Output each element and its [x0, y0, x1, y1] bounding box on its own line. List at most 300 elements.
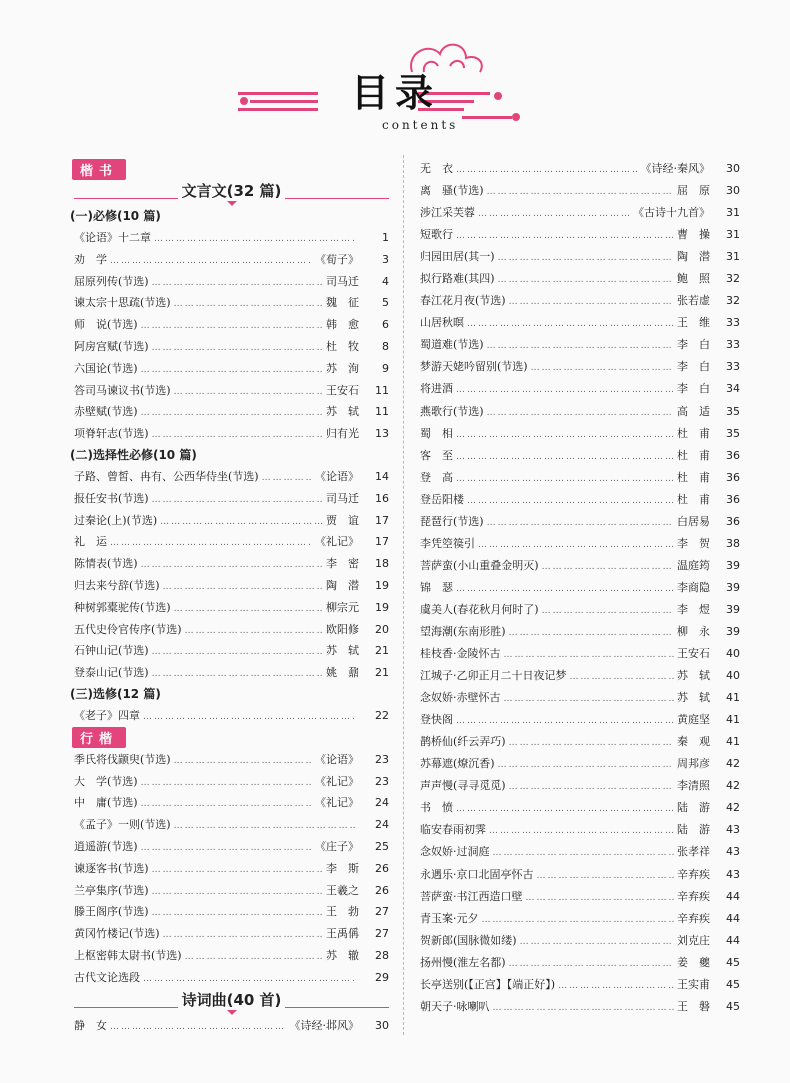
- entry-title: 登快阁: [420, 713, 453, 727]
- leader-dots: [467, 313, 674, 335]
- leader-dots: [504, 688, 675, 710]
- entry-title: 《孟子》一则(节选): [74, 818, 171, 832]
- leader-dots: [456, 578, 674, 600]
- entry-page-number: 42: [726, 757, 740, 771]
- toc-entry[interactable]: [420, 378, 740, 400]
- toc-entry[interactable]: [420, 555, 740, 577]
- toc-entry[interactable]: [74, 662, 389, 684]
- entry-author: 贾 谊: [326, 513, 359, 527]
- toc-entry[interactable]: [420, 841, 740, 863]
- entry-page-number: 4: [382, 274, 389, 288]
- toc-entry[interactable]: [74, 705, 389, 727]
- entry-page-number: 23: [375, 774, 389, 788]
- entry-title: 书 愤: [420, 801, 453, 815]
- entry-title: 石钟山记(节选): [74, 644, 149, 658]
- entry-author: 苏 轼: [326, 644, 359, 658]
- entry-title: 大 学(节选): [74, 774, 138, 788]
- entry-page-number: 14: [375, 469, 389, 483]
- page-title: 目录: [350, 71, 439, 115]
- toc-entry[interactable]: [74, 923, 389, 945]
- entry-author: 柳 永: [677, 624, 710, 638]
- entry-title: 谏太宗十思疏(节选): [74, 296, 171, 310]
- toc-entry[interactable]: [74, 858, 389, 880]
- leader-dots: [141, 360, 323, 382]
- entry-author: 司马迁: [326, 491, 359, 505]
- toc-entry[interactable]: [74, 292, 389, 314]
- entry-author: 张若虚: [677, 294, 710, 308]
- leader-dots: [141, 555, 323, 577]
- entry-title: 琵琶行(节选): [420, 514, 484, 528]
- entry-title: 短歌行: [420, 228, 453, 242]
- entry-author: 王 勃: [326, 905, 359, 919]
- leader-dots: [174, 599, 323, 621]
- entry-title: 滕王阁序(节选): [74, 905, 149, 919]
- entry-title: 虞美人(春花秋月何时了): [420, 602, 539, 616]
- toc-entry[interactable]: [74, 792, 389, 814]
- entry-title: 菩萨蛮(小山重叠金明灭): [420, 558, 539, 572]
- entry-page-number: 27: [375, 927, 389, 941]
- toc-entry[interactable]: [74, 314, 389, 336]
- entry-title: 李凭箜篌引: [420, 536, 475, 550]
- toc-entry[interactable]: [420, 974, 740, 996]
- entry-author: 陶 潜: [326, 578, 359, 592]
- column-divider: [403, 155, 404, 1035]
- entry-title: 劝 学: [74, 252, 107, 266]
- leader-dots: [456, 424, 674, 446]
- leader-dots: [487, 512, 674, 534]
- entry-author: 陶 潜: [677, 250, 710, 264]
- leader-dots: [542, 600, 674, 622]
- toc-entry[interactable]: [420, 952, 740, 974]
- toc-entry[interactable]: [74, 836, 389, 858]
- section-shici: [74, 989, 389, 1015]
- entry-title: 归园田居(其一): [420, 250, 495, 264]
- entry-title: 涉江采芙蓉: [420, 206, 475, 220]
- entry-page-number: 42: [726, 779, 740, 793]
- entry-title: 客 至: [420, 448, 453, 462]
- toc-entry[interactable]: [74, 749, 389, 771]
- entry-title: 长亭送别(【正宫】【端正好】): [420, 977, 556, 991]
- leader-dots: [482, 909, 675, 931]
- entry-page-number: 39: [726, 580, 740, 594]
- entry-author: 欧阳修: [326, 622, 359, 636]
- toc-entry[interactable]: [420, 797, 740, 819]
- toc-entry[interactable]: [420, 356, 740, 378]
- toc-entry[interactable]: [74, 619, 389, 641]
- toc-entry[interactable]: [420, 687, 740, 709]
- entry-author: 李清照: [677, 779, 710, 793]
- entry-page-number: 16: [375, 491, 389, 505]
- leader-dots: [143, 707, 356, 729]
- toc-entry[interactable]: [420, 290, 740, 312]
- entry-author: 《诗经·秦风》: [640, 162, 710, 175]
- toc-entry[interactable]: [420, 423, 740, 445]
- toc-entry[interactable]: [74, 945, 389, 967]
- toc-entry[interactable]: [420, 731, 740, 753]
- entry-page-number: 30: [726, 162, 740, 175]
- entry-page-number: 28: [375, 948, 389, 962]
- entry-title: 山居秋暝: [420, 316, 464, 330]
- entry-author: 王安石: [677, 647, 710, 661]
- entry-page-number: 19: [375, 600, 389, 614]
- toc-entry[interactable]: [74, 771, 389, 793]
- entry-author: 李商隐: [677, 580, 710, 594]
- toc-entry[interactable]: [420, 224, 740, 246]
- entry-author: 周邦彦: [677, 757, 710, 771]
- entry-title: 登 高: [420, 470, 453, 484]
- entry-page-number: 30: [726, 184, 740, 198]
- toc-entry[interactable]: [74, 358, 389, 380]
- entry-author: 温庭筠: [677, 558, 710, 572]
- leader-dots: [542, 556, 674, 578]
- leader-dots: [141, 794, 312, 816]
- toc-entry[interactable]: [74, 336, 389, 358]
- leader-dots: [456, 225, 674, 247]
- entry-author: 李 煜: [677, 602, 710, 616]
- leader-dots: [174, 751, 312, 773]
- entry-author: 姚 鼐: [326, 666, 359, 680]
- group-title-xuanxiu: (三)选修(12 篇): [70, 686, 161, 701]
- toc-entry[interactable]: [420, 401, 740, 423]
- entry-page-number: 42: [726, 801, 740, 815]
- leader-dots: [493, 842, 675, 864]
- entry-author: 苏 轼: [326, 405, 359, 419]
- entry-page-number: 17: [375, 513, 389, 527]
- toc-entry[interactable]: [74, 466, 389, 488]
- toc-entry[interactable]: [74, 510, 389, 532]
- toc-list: [74, 1015, 389, 1037]
- entry-author: 李 白: [677, 382, 710, 396]
- entry-title: 苏幕遮(燎沉香): [420, 757, 495, 771]
- entry-title: 六国论(节选): [74, 361, 138, 375]
- entry-page-number: 35: [726, 404, 740, 418]
- entry-author: 姜 夔: [677, 955, 710, 969]
- entry-title: 《论语》十二章: [74, 231, 151, 244]
- leader-dots: [152, 642, 323, 664]
- entry-title: 陈情表(节选): [74, 557, 138, 571]
- entry-page-number: 17: [375, 535, 389, 549]
- entry-page-number: 39: [726, 624, 740, 638]
- toc-list: [74, 227, 389, 445]
- entry-author: 苏 洵: [326, 361, 359, 375]
- leader-dots: [498, 269, 674, 291]
- entry-author: 李 贺: [677, 536, 710, 550]
- toc-entry[interactable]: [420, 753, 740, 775]
- toc-list: [74, 749, 389, 989]
- toc-entry[interactable]: [74, 423, 389, 445]
- entry-author: 李 白: [677, 338, 710, 352]
- entry-page-number: 34: [726, 382, 740, 396]
- toc-entry[interactable]: [74, 967, 389, 989]
- entry-title: 中 庸(节选): [74, 796, 138, 810]
- leader-dots: [152, 882, 323, 904]
- entry-author: 刘克庄: [677, 933, 710, 947]
- entry-title: 江城子·乙卯正月二十日夜记梦: [420, 669, 567, 683]
- leader-dots: [487, 181, 674, 203]
- toc-entry[interactable]: [420, 908, 740, 930]
- toc-entry[interactable]: [420, 180, 740, 202]
- leader-dots: [152, 338, 323, 360]
- page-subtitle: contents: [382, 118, 459, 132]
- entry-title: 报任安书(节选): [74, 491, 149, 505]
- leader-dots: [509, 953, 674, 975]
- leader-dots: [160, 512, 323, 534]
- toc-entry[interactable]: [74, 531, 389, 553]
- entry-page-number: 41: [726, 691, 740, 705]
- entry-author: 屈 原: [677, 184, 710, 198]
- entry-title: 季氏将伐颛臾(节选): [74, 752, 171, 766]
- leader-dots: [152, 425, 323, 447]
- leader-dots: [152, 273, 323, 295]
- entry-author: 王 磐: [677, 999, 710, 1013]
- toc-entry[interactable]: [420, 312, 740, 334]
- entry-title: 古代文论选段: [74, 970, 140, 984]
- entry-page-number: 1: [382, 231, 389, 244]
- group-title-bixiu: (一)必修(10 篇): [70, 209, 161, 223]
- entry-title: 青玉案·元夕: [420, 911, 479, 925]
- entry-author: 苏 辙: [326, 948, 359, 962]
- entry-title: 无 衣: [420, 162, 453, 175]
- toc-entry[interactable]: [420, 246, 740, 268]
- section-title: 文言文(32 篇): [178, 180, 286, 201]
- toc-entry[interactable]: [420, 489, 740, 511]
- entry-page-number: 39: [726, 602, 740, 616]
- toc-list: [74, 705, 389, 727]
- leader-dots: [456, 446, 674, 468]
- entry-author: 杜 甫: [677, 492, 710, 506]
- toc-entry[interactable]: [420, 665, 740, 687]
- entry-page-number: 45: [726, 977, 740, 991]
- toc-entry[interactable]: [74, 227, 389, 249]
- leader-dots: [456, 710, 674, 732]
- entry-title: 礼 运: [74, 535, 107, 549]
- entry-title: 兰亭集序(节选): [74, 883, 149, 897]
- toc-list: [420, 158, 740, 1018]
- entry-page-number: 41: [726, 735, 740, 749]
- entry-title: 屈原列传(节选): [74, 274, 149, 288]
- entry-author: 杜 甫: [677, 426, 710, 440]
- entry-page-number: 36: [726, 492, 740, 506]
- entry-page-number: 26: [375, 883, 389, 897]
- entry-page-number: 45: [726, 999, 740, 1013]
- entry-page-number: 40: [726, 647, 740, 661]
- entry-page-number: 13: [375, 427, 389, 441]
- entry-title: 黄冈竹楼记(节选): [74, 927, 160, 941]
- entry-page-number: 31: [726, 228, 740, 242]
- entry-page-number: 39: [726, 558, 740, 572]
- entry-page-number: 32: [726, 294, 740, 308]
- section-title: 诗词曲(40 首): [178, 989, 286, 1010]
- entry-page-number: 32: [726, 272, 740, 286]
- leader-dots: [185, 947, 323, 969]
- entry-title: 贺新郎(国脉微如缕): [420, 933, 517, 947]
- toc-entry[interactable]: [74, 640, 389, 662]
- entry-author: 苏 轼: [677, 669, 710, 683]
- toc-entry[interactable]: [420, 467, 740, 489]
- entry-title: 逍遥游(节选): [74, 839, 138, 853]
- entry-author: 鲍 照: [677, 272, 710, 286]
- entry-page-number: 18: [375, 557, 389, 571]
- leader-dots: [509, 732, 674, 754]
- entry-page-number: 8: [382, 339, 389, 353]
- entry-title: 锦 瑟: [420, 580, 453, 594]
- entry-author: 归有光: [326, 427, 359, 441]
- leader-dots: [456, 379, 674, 401]
- entry-author: 王安石: [326, 383, 359, 397]
- leader-dots: [141, 773, 312, 795]
- entry-page-number: 41: [726, 713, 740, 727]
- toc-entry[interactable]: [420, 996, 740, 1018]
- entry-page-number: 21: [375, 644, 389, 658]
- toc-entry[interactable]: [420, 775, 740, 797]
- entry-author: 《古诗十九首》: [633, 206, 710, 220]
- toc-entry[interactable]: [420, 268, 740, 290]
- entry-page-number: 6: [382, 318, 389, 332]
- entry-author: 《庄子》: [315, 839, 359, 853]
- entry-title: 静 女: [74, 1018, 107, 1032]
- toc-entry[interactable]: [74, 271, 389, 293]
- toc-entry[interactable]: [74, 380, 389, 402]
- leader-dots: [141, 403, 323, 425]
- leader-dots: [570, 666, 675, 688]
- entry-author: 陆 游: [677, 801, 710, 815]
- toc-left-column: [70, 158, 389, 1036]
- leader-dots: [174, 294, 323, 316]
- leader-dots: [110, 533, 312, 555]
- entry-title: 梦游天姥吟留别(节选): [420, 360, 528, 374]
- entry-page-number: 35: [726, 426, 740, 440]
- leader-dots: [498, 247, 674, 269]
- toc-entry[interactable]: [74, 401, 389, 423]
- entry-page-number: 21: [375, 666, 389, 680]
- leader-dots: [520, 931, 674, 953]
- leader-dots: [537, 865, 675, 887]
- entry-title: 春江花月夜(节选): [420, 294, 506, 308]
- leader-dots: [509, 622, 674, 644]
- toc-entry[interactable]: [420, 577, 740, 599]
- entry-title: 桂枝香·金陵怀古: [420, 647, 501, 661]
- toc-entry[interactable]: [420, 709, 740, 731]
- leader-dots: [185, 621, 323, 643]
- entry-page-number: 33: [726, 338, 740, 352]
- toc-entry[interactable]: [420, 930, 740, 952]
- entry-page-number: 11: [375, 383, 389, 397]
- entry-page-number: 36: [726, 514, 740, 528]
- entry-author: 王羲之: [326, 883, 359, 897]
- entry-title: 蜀 相: [420, 426, 453, 440]
- leader-dots: [152, 903, 323, 925]
- leader-dots: [493, 997, 675, 1019]
- toc-entry[interactable]: [420, 533, 740, 555]
- entry-page-number: 9: [382, 361, 389, 375]
- toc-entry[interactable]: [420, 886, 740, 908]
- toc-entry[interactable]: [420, 599, 740, 621]
- entry-author: 杜 甫: [677, 470, 710, 484]
- entry-page-number: 43: [726, 823, 740, 837]
- entry-author: 张孝祥: [677, 845, 710, 859]
- entry-page-number: 44: [726, 933, 740, 947]
- entry-page-number: 11: [375, 405, 389, 419]
- toc-entry[interactable]: [74, 488, 389, 510]
- toc-entry[interactable]: [420, 334, 740, 356]
- entry-author: 李 斯: [326, 861, 359, 875]
- entry-page-number: 19: [375, 578, 389, 592]
- entry-title: 过秦论(上)(节选): [74, 513, 158, 527]
- toc-entry[interactable]: [420, 819, 740, 841]
- leader-dots: [152, 860, 323, 882]
- entry-title: 子路、曾皙、冉有、公西华侍坐(节选): [74, 469, 259, 483]
- leader-dots: [262, 468, 312, 490]
- toc-entry[interactable]: [74, 575, 389, 597]
- toc-entry[interactable]: [74, 553, 389, 575]
- toc-entry[interactable]: [74, 1015, 389, 1037]
- toc-entry[interactable]: [420, 511, 740, 533]
- toc-entry[interactable]: [420, 621, 740, 643]
- entry-title: 鹊桥仙(纤云弄巧): [420, 735, 506, 749]
- toc-entry[interactable]: [74, 814, 389, 836]
- toc-right-column: [420, 158, 740, 1018]
- leader-dots: [141, 838, 312, 860]
- leader-dots: [509, 776, 674, 798]
- entry-title: 扬州慢(淮左名都): [420, 955, 506, 969]
- leader-dots: [154, 229, 356, 251]
- entry-title: 五代史伶官传序(节选): [74, 622, 182, 636]
- entry-author: 王 维: [677, 316, 710, 330]
- leader-dots: [478, 203, 630, 225]
- toc-entry[interactable]: [74, 597, 389, 619]
- leader-dots: [456, 468, 674, 490]
- entry-author: 秦 观: [677, 735, 710, 749]
- entry-title: 朝天子·咏喇叭: [420, 999, 490, 1013]
- toc-entry[interactable]: [420, 643, 740, 665]
- entry-title: 答司马谏议书(节选): [74, 383, 171, 397]
- entry-author: 杜 牧: [326, 339, 359, 353]
- entry-title: 临安春雨初霁: [420, 823, 486, 837]
- entry-author: 苏 轼: [677, 691, 710, 705]
- toc-entry[interactable]: [74, 901, 389, 923]
- entry-author: 高 适: [677, 404, 710, 418]
- entry-title: 菩萨蛮·书江西造口壁: [420, 889, 523, 903]
- toc-entry[interactable]: [420, 202, 740, 224]
- entry-page-number: 31: [726, 250, 740, 264]
- toc-entry[interactable]: [74, 880, 389, 902]
- entry-author: 辛弃疾: [677, 867, 710, 881]
- leader-dots: [174, 816, 356, 838]
- entry-title: 离 骚(节选): [420, 184, 484, 198]
- entry-author: 《论语》: [315, 752, 359, 766]
- leader-dots: [174, 382, 323, 404]
- leader-dots: [498, 754, 674, 776]
- entry-author: 辛弃疾: [677, 911, 710, 925]
- toc-list: [74, 466, 389, 684]
- leader-dots: [526, 887, 675, 909]
- leader-dots: [456, 159, 638, 181]
- toc-entry[interactable]: [74, 249, 389, 271]
- toc-entry[interactable]: [420, 864, 740, 886]
- entry-title: 蜀道难(节选): [420, 338, 484, 352]
- leader-dots: [558, 975, 674, 997]
- page-header: [0, 0, 790, 140]
- toc-entry[interactable]: [420, 445, 740, 467]
- entry-title: 将进酒: [420, 382, 453, 396]
- entry-page-number: 33: [726, 360, 740, 374]
- leader-dots: [489, 820, 674, 842]
- toc-entry[interactable]: [420, 158, 740, 180]
- entry-author: 《礼记》: [315, 535, 359, 549]
- entry-title: 望海潮(东南形胜): [420, 624, 506, 638]
- leader-dots: [152, 664, 323, 686]
- entry-page-number: 22: [375, 708, 389, 722]
